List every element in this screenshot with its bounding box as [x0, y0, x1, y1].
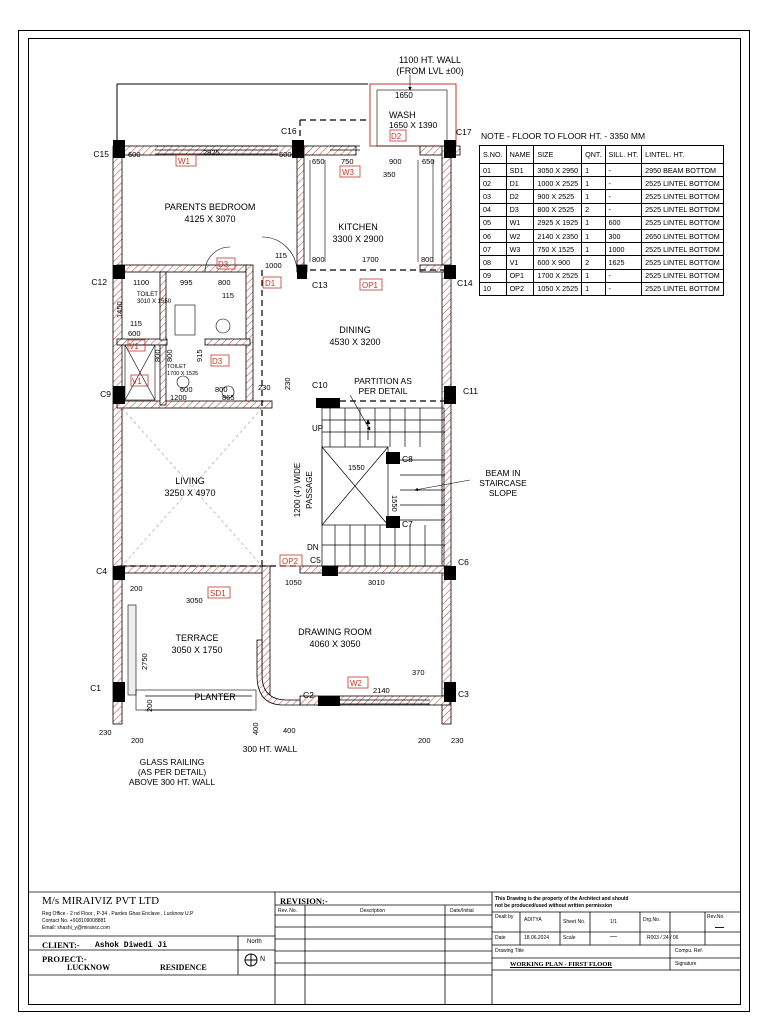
- drawing-room-size: 4060 X 3050: [309, 639, 361, 649]
- svg-text:1100: 1100: [133, 278, 150, 287]
- svg-text:1050: 1050: [285, 578, 302, 587]
- schedule-cell: 600: [605, 216, 642, 229]
- schedule-cell: 1: [582, 243, 605, 256]
- kitchen-name: KITCHEN: [338, 222, 378, 232]
- toilet1-size: 3010 X 1550: [137, 299, 172, 305]
- passage-name: PASSAGE: [305, 471, 314, 509]
- drg-no-label: Drg.No.: [643, 917, 661, 923]
- svg-text:SD1: SD1: [210, 589, 226, 598]
- svg-text:OP2: OP2: [282, 557, 299, 566]
- terrace-name: TERRACE: [175, 633, 219, 643]
- svg-text:V1: V1: [132, 377, 142, 386]
- toilet1-name: TOILET: [137, 292, 158, 298]
- property-note-2: not be produced/used without written permission: [495, 903, 613, 909]
- passage-size: 1200 (4') WIDE: [293, 462, 302, 518]
- svg-text:800: 800: [421, 255, 434, 264]
- rev-no-label: Rev.No.: [707, 914, 725, 920]
- schedule-cell: 2525 LINTEL BOTTOM: [642, 203, 724, 216]
- date-label: Date: [495, 935, 506, 941]
- schedule-cell: OP2: [506, 282, 534, 295]
- schedule-cell: 2525 LINTEL BOTTOM: [642, 190, 724, 203]
- sheet-no: 1/1: [610, 919, 617, 925]
- schedule-cell: 04: [480, 203, 507, 216]
- schedule-cell: -: [605, 177, 642, 190]
- scale: —: [610, 933, 617, 940]
- svg-text:200: 200: [145, 699, 154, 712]
- svg-text:800: 800: [215, 385, 228, 394]
- schedule-cell: 1050 X 2525: [534, 282, 582, 295]
- schedule-cell: 1625: [605, 256, 642, 269]
- schedule-note: NOTE - FLOOR TO FLOOR HT. - 3350 MM: [481, 131, 646, 141]
- project-location: LUCKNOW: [67, 963, 111, 972]
- svg-text:D2: D2: [391, 132, 402, 141]
- schedule-cell: 1000: [605, 243, 642, 256]
- schedule-cell: 600 X 900: [534, 256, 582, 269]
- bedroom-size: 4125 X 3070: [184, 214, 236, 224]
- svg-text:600: 600: [128, 329, 141, 338]
- railing-note-2: (AS PER DETAIL): [137, 767, 207, 777]
- column-C3: C3: [458, 689, 469, 699]
- schedule-cell: D3: [506, 203, 534, 216]
- svg-text:800: 800: [153, 349, 162, 362]
- schedule-cell: 03: [480, 190, 507, 203]
- svg-text:3010: 3010: [368, 578, 385, 587]
- toilet2-size: 1700 X 1525: [167, 371, 199, 377]
- living-name: LIVING: [175, 476, 205, 486]
- svg-text:200: 200: [418, 736, 431, 745]
- svg-text:230: 230: [283, 377, 292, 390]
- schedule-cell: 2525 LINTEL BOTTOM: [642, 177, 724, 190]
- schedule-cell: -: [605, 190, 642, 203]
- schedule-cell: 1: [582, 269, 605, 282]
- svg-text:900: 900: [389, 157, 402, 166]
- svg-text:W2: W2: [350, 679, 362, 688]
- property-note-1: This Drawing is the property of the Architect and should: [495, 896, 629, 902]
- schedule-cell: 2925 X 1925: [534, 216, 582, 229]
- date: 18.06.2024: [524, 935, 550, 941]
- top-note-line-2: (FROM LVL ±00): [396, 66, 464, 76]
- column-C11: C11: [463, 386, 478, 396]
- schedule-cell: 800 X 2525: [534, 203, 582, 216]
- wall-300-note: 300 HT. WALL: [242, 744, 298, 754]
- svg-text:200: 200: [131, 736, 144, 745]
- schedule-cell: 300: [605, 229, 642, 242]
- rev-no: —: [715, 922, 724, 932]
- scale-label: Scale: [563, 935, 576, 941]
- schedule-header-cell: SILL. HT.: [605, 146, 642, 164]
- svg-text:600: 600: [128, 150, 141, 159]
- schedule-cell: 10: [480, 282, 507, 295]
- schedule-cell: OP1: [506, 269, 534, 282]
- svg-text:V1: V1: [129, 342, 139, 351]
- drg-no: R003 / 24 / 06: [647, 935, 679, 941]
- schedule-cell: 2525 LINTEL BOTTOM: [642, 256, 724, 269]
- schedule-cell: 1700 X 2525: [534, 269, 582, 282]
- svg-text:1550: 1550: [390, 495, 399, 512]
- svg-text:350: 350: [383, 170, 396, 179]
- railing-note-1: GLASS RAILING: [139, 757, 205, 767]
- svg-text:3050: 3050: [186, 596, 203, 605]
- schedule-cell: D2: [506, 190, 534, 203]
- stair-up: UP: [312, 424, 324, 433]
- schedule-header-cell: S.NO.: [480, 146, 507, 164]
- svg-text:OP1: OP1: [362, 281, 379, 290]
- schedule-cell: 2: [582, 203, 605, 216]
- column-C7: C7: [402, 519, 413, 529]
- column-C5: C5: [310, 555, 321, 565]
- svg-text:650: 650: [312, 157, 325, 166]
- schedule-header-cell: QNT.: [582, 146, 605, 164]
- svg-text:W1: W1: [178, 157, 190, 166]
- dealt-by: ADITYA: [524, 917, 542, 923]
- schedule-cell: 1: [582, 216, 605, 229]
- column-C6: C6: [458, 557, 469, 567]
- schedule-cell: 02: [480, 177, 507, 190]
- terrace-size: 3050 X 1750: [171, 645, 223, 655]
- schedule-cell: 1000 X 2525: [534, 177, 582, 190]
- schedule-cell: 09: [480, 269, 507, 282]
- schedule-cell: D1: [506, 177, 534, 190]
- svg-text:200: 200: [130, 584, 143, 593]
- beam-note-2: STAIRCASE: [479, 478, 527, 488]
- schedule-cell: -: [605, 164, 642, 177]
- address-line-2: Contact No. +918109008881: [42, 918, 107, 924]
- beam-note-1: BEAM IN: [485, 468, 521, 478]
- schedule-cell: 3050 X 2950: [534, 164, 582, 177]
- svg-text:800: 800: [312, 255, 325, 264]
- svg-text:115: 115: [130, 319, 142, 328]
- column-C13: C13: [312, 280, 328, 290]
- svg-text:865: 865: [222, 393, 235, 402]
- living-size: 3250 X 4970: [164, 488, 216, 498]
- schedule-cell: -: [605, 203, 642, 216]
- svg-text:370: 370: [412, 668, 425, 677]
- svg-text:1200: 1200: [170, 393, 187, 402]
- address-line-1: Reg Office - 2 nd Floor , P-34 , Pardes Ghas Enclave , Lucknow U.P: [42, 911, 194, 917]
- schedule-cell: 05: [480, 216, 507, 229]
- schedule-cell: W2: [506, 229, 534, 242]
- schedule-cell: 1: [582, 177, 605, 190]
- beam-note-3: SLOPE: [488, 488, 518, 498]
- schedule-header-cell: NAME: [506, 146, 534, 164]
- column-C9: C9: [100, 389, 111, 399]
- svg-text:750: 750: [341, 157, 354, 166]
- sheet-no-label: Sheet No.: [563, 919, 586, 925]
- schedule-cell: 2525 LINTEL BOTTOM: [642, 282, 724, 295]
- project-type: RESIDENCE: [160, 963, 207, 972]
- schedule-header-cell: LINTEL. HT.: [642, 146, 724, 164]
- rev-desc-header: Description: [360, 908, 386, 914]
- column-C17: C17: [456, 127, 472, 137]
- svg-text:995: 995: [180, 278, 193, 287]
- schedule-cell: 08: [480, 256, 507, 269]
- schedule-cell: 07: [480, 243, 507, 256]
- revision-label: REVISION:-: [280, 896, 328, 906]
- svg-text:115: 115: [222, 291, 234, 300]
- drawing-title: WORKING PLAN - FIRST FLOOR: [510, 961, 613, 968]
- svg-text:400: 400: [251, 722, 260, 735]
- rev-no-header: Rev. No.: [278, 908, 298, 914]
- partition-note-2: PER DETAIL: [358, 386, 408, 396]
- schedule-cell: 01: [480, 164, 507, 177]
- schedule-cell: -: [605, 282, 642, 295]
- project-label: PROJECT:-: [42, 954, 87, 964]
- svg-text:600: 600: [279, 150, 292, 159]
- kitchen-size: 3300 X 2900: [332, 234, 384, 244]
- drawing-title-label: Drawing Title: [495, 948, 524, 954]
- svg-text:800: 800: [218, 278, 231, 287]
- svg-text:D3: D3: [212, 357, 223, 366]
- svg-text:650: 650: [422, 157, 435, 166]
- signature-label: Signature: [675, 961, 697, 967]
- svg-text:115: 115: [275, 251, 287, 260]
- company-name: M/s MIRAIVIZ PVT LTD: [42, 895, 160, 907]
- column-C8: C8: [402, 454, 413, 464]
- schedule-cell: 1: [582, 282, 605, 295]
- stair-dn: DN: [307, 543, 319, 552]
- column-C16: C16: [281, 126, 297, 136]
- wash-dim: 1650: [395, 91, 413, 100]
- address-line-3: Email: shashi_y@miraiviz.com: [42, 925, 110, 931]
- schedule-cell: 2525 LINTEL BOTTOM: [642, 269, 724, 282]
- svg-text:230: 230: [451, 736, 464, 745]
- railing-note-3: ABOVE 300 HT. WALL: [128, 777, 216, 787]
- svg-text:1450: 1450: [115, 301, 124, 318]
- svg-text:1700: 1700: [362, 255, 379, 264]
- column-C12: C12: [91, 277, 107, 287]
- svg-text:230: 230: [99, 728, 112, 737]
- svg-text:1550: 1550: [348, 463, 365, 472]
- drawing-room-name: DRAWING ROOM: [298, 627, 372, 637]
- schedule-cell: 2650 LINTEL BOTTOM: [642, 229, 724, 242]
- top-note-line-1: 1100 HT. WALL: [398, 55, 462, 65]
- schedule-cell: 2950 BEAM BOTTOM: [642, 164, 724, 177]
- north-label: North: [247, 939, 262, 945]
- schedule-cell: 2: [582, 256, 605, 269]
- wash-label: WASH: [389, 110, 416, 120]
- schedule-cell: 2525 LINTEL BOTTOM: [642, 243, 724, 256]
- schedule-cell: 2140 X 2350: [534, 229, 582, 242]
- svg-text:D3: D3: [218, 260, 229, 269]
- north-n: N: [260, 956, 266, 963]
- toilet2-name: TOILET: [167, 364, 187, 370]
- schedule-cell: 900 X 2525: [534, 190, 582, 203]
- schedule-cell: 1: [582, 229, 605, 242]
- schedule-cell: W1: [506, 216, 534, 229]
- column-C4: C4: [96, 566, 107, 576]
- schedule-cell: 06: [480, 229, 507, 242]
- column-C1: C1: [90, 683, 101, 693]
- svg-text:D1: D1: [265, 279, 276, 288]
- column-C10: C10: [312, 380, 328, 390]
- schedule-cell: W3: [506, 243, 534, 256]
- bedroom-name: PARENTS BEDROOM: [164, 202, 256, 212]
- dealt-by-label: Dealt by: [495, 914, 514, 920]
- svg-text:600: 600: [180, 385, 193, 394]
- schedule-cell: 750 X 1525: [534, 243, 582, 256]
- svg-text:915: 915: [195, 349, 204, 362]
- column-C15: C15: [93, 149, 109, 159]
- rev-date-header: Date/Initial: [450, 908, 474, 914]
- svg-text:2925: 2925: [203, 148, 220, 157]
- dining-size: 4530 X 3200: [329, 337, 381, 347]
- column-C14: C14: [457, 278, 473, 288]
- svg-text:400: 400: [283, 726, 296, 735]
- schedule-cell: 2525 LINTEL BOTTOM: [642, 216, 724, 229]
- client-label: CLIENT:-: [42, 940, 80, 950]
- schedule-cell: SD1: [506, 164, 534, 177]
- column-C2: C2: [303, 690, 314, 700]
- schedule-cell: 1: [582, 164, 605, 177]
- client-name: Ashok Diwedi Ji: [95, 941, 168, 950]
- svg-text:800: 800: [165, 349, 174, 362]
- compu-ref-label: Compu. Ref.: [675, 948, 704, 954]
- schedule-header-cell: SIZE: [534, 146, 582, 164]
- wash-size: 1650 X 1390: [389, 120, 438, 130]
- svg-text:2140: 2140: [373, 686, 390, 695]
- partition-note-1: PARTITION AS: [354, 376, 412, 386]
- svg-text:230: 230: [258, 383, 271, 392]
- schedule-cell: 1: [582, 190, 605, 203]
- svg-text:W3: W3: [342, 168, 354, 177]
- dining-name: DINING: [339, 325, 371, 335]
- svg-text:1000: 1000: [265, 261, 282, 270]
- svg-text:2750: 2750: [140, 653, 149, 670]
- planter-label: PLANTER: [194, 692, 236, 702]
- schedule-cell: -: [605, 269, 642, 282]
- schedule-cell: V1: [506, 256, 534, 269]
